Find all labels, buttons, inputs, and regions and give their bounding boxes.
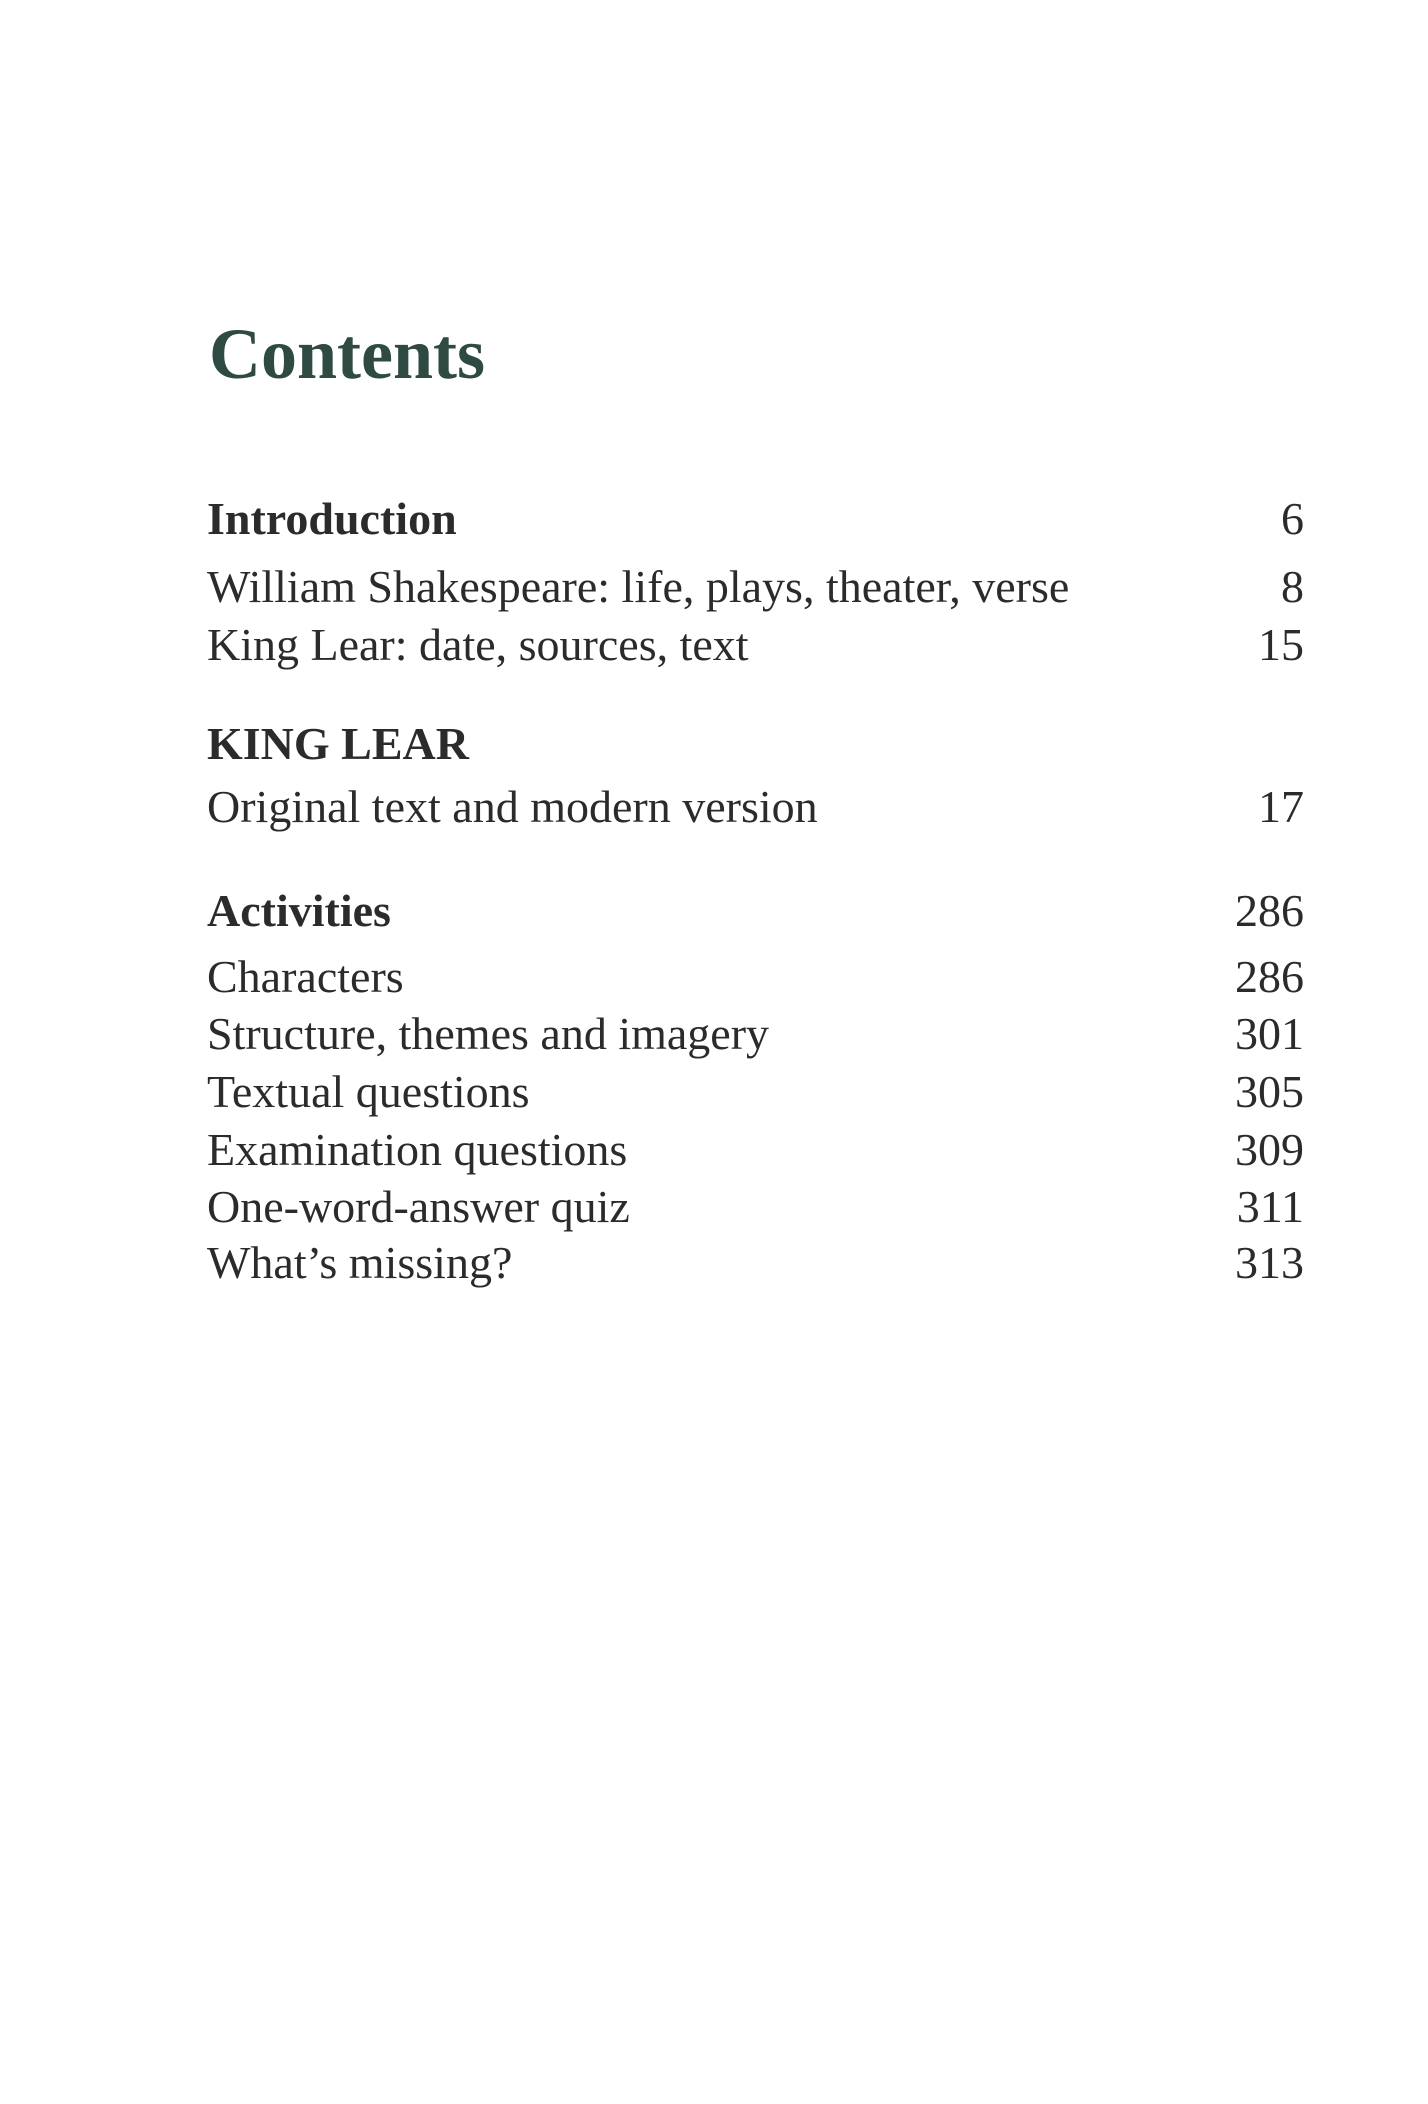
- toc-page-number: 8: [1281, 561, 1304, 612]
- toc-entry-label: Original text and modern version: [207, 781, 818, 832]
- toc-heading[interactable]: [207, 882, 1304, 940]
- toc-page-number: 17: [1258, 781, 1304, 832]
- toc-entry[interactable]: [207, 1121, 1304, 1179]
- toc-entry-label: Structure, themes and imagery: [207, 1008, 770, 1059]
- toc-page-number: 309: [1235, 1124, 1304, 1175]
- toc-page-number: 286: [1235, 885, 1304, 936]
- toc-entry[interactable]: [207, 778, 1304, 836]
- toc-page-number: 305: [1235, 1066, 1304, 1117]
- toc-heading-label: Activities: [207, 885, 391, 936]
- toc-page-number: 311: [1236, 1181, 1304, 1232]
- toc-entry[interactable]: [207, 1063, 1304, 1121]
- toc-heading[interactable]: [207, 715, 1304, 773]
- toc-entry-label: What’s missing?: [207, 1237, 513, 1288]
- toc-heading-label: Introduction: [207, 493, 457, 544]
- toc-page-number: 286: [1235, 951, 1304, 1002]
- page-title: Contents: [209, 314, 486, 395]
- toc-entry[interactable]: [207, 558, 1304, 616]
- toc-entry[interactable]: [207, 1234, 1304, 1292]
- toc-entry-label: King Lear: date, sources, text: [207, 619, 749, 670]
- toc-entry[interactable]: [207, 616, 1304, 674]
- toc-page-number: 6: [1281, 493, 1304, 544]
- toc-entry[interactable]: [207, 1178, 1304, 1236]
- toc-entry[interactable]: [207, 948, 1304, 1006]
- toc-entry[interactable]: [207, 1005, 1304, 1063]
- toc-entry-label: Characters: [207, 951, 404, 1002]
- toc-page-number: 301: [1235, 1008, 1304, 1059]
- toc-entry-label: Textual questions: [207, 1066, 530, 1117]
- toc-page-number: 15: [1258, 619, 1304, 670]
- toc-heading-label: KING LEAR: [207, 718, 469, 769]
- toc-heading[interactable]: [207, 490, 1304, 548]
- toc-entry-label: Examination questions: [207, 1124, 628, 1175]
- toc-page-number: 313: [1235, 1237, 1304, 1288]
- toc-entry-label: One-word-answer quiz: [207, 1181, 630, 1232]
- toc-entry-label: William Shakespeare: life, plays, theater, verse: [207, 561, 1070, 612]
